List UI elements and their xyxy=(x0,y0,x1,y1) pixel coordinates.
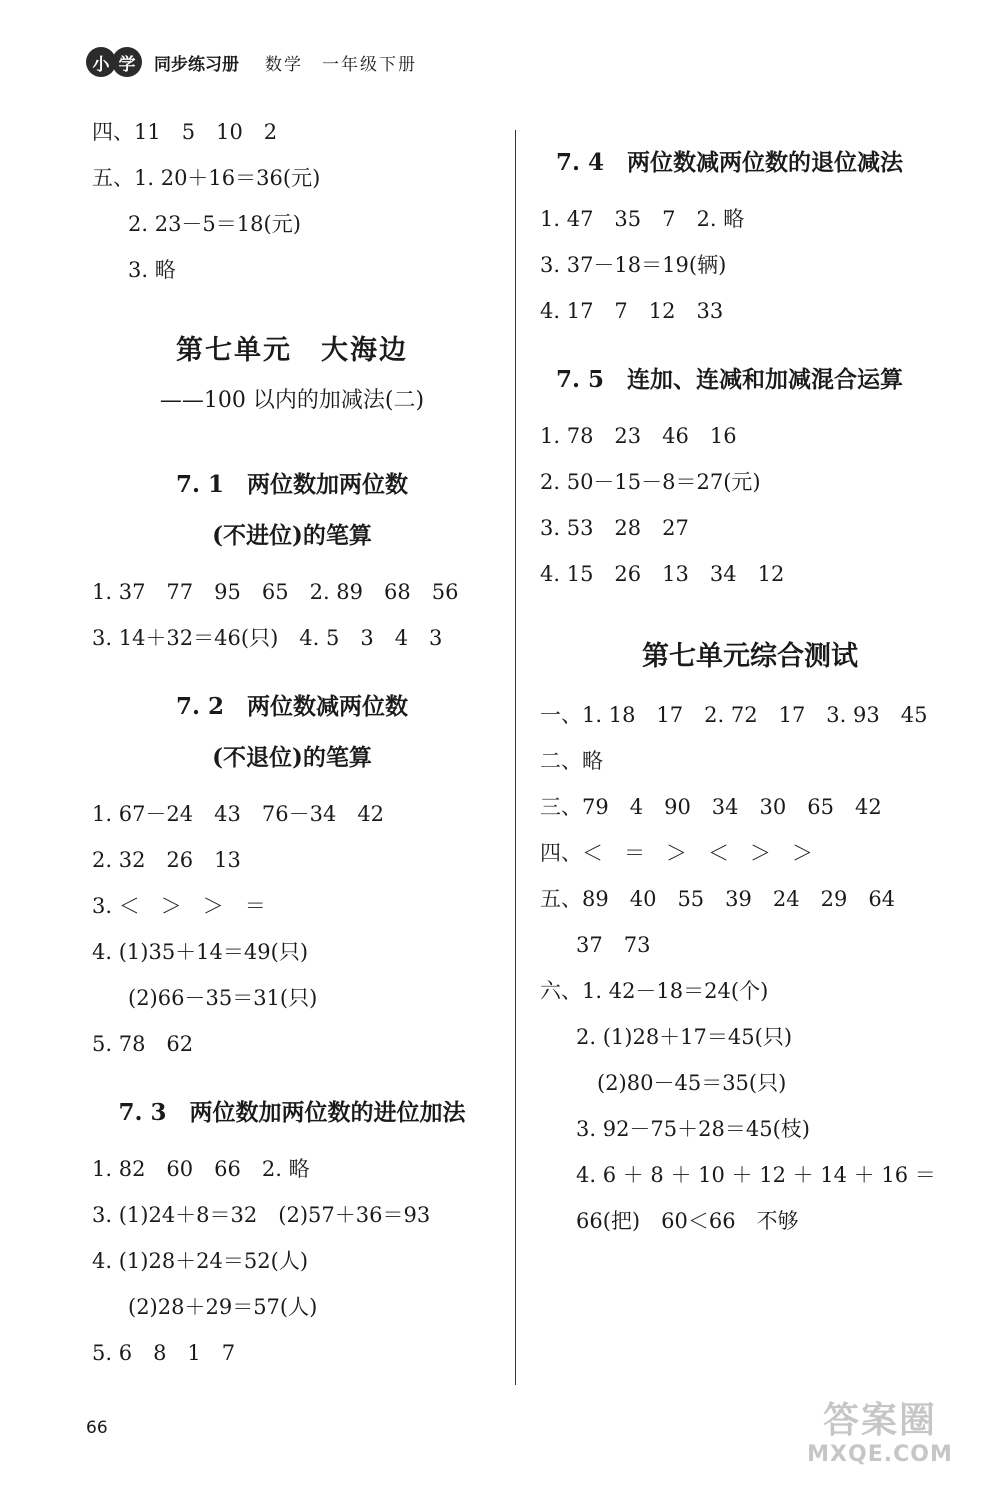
section-heading: 7. 4 两位数减两位数的退位减法 xyxy=(556,149,904,176)
answer-line: 1. 47 35 7 2. 略 xyxy=(540,207,745,231)
answer-line: 3. (1)24＋8＝32 (2)57＋36＝93 xyxy=(92,1203,431,1227)
book-series-title: 同步练习册 xyxy=(154,54,239,75)
answer-line: 一、1. 18 17 2. 72 17 3. 93 45 xyxy=(540,703,928,727)
answer-line: 3. 14＋32＝46(只) 4. 5 3 4 3 xyxy=(92,626,443,650)
answer-line: 3. 92－75＋28＝45(枝) xyxy=(576,1117,810,1141)
answer-line: 4. (1)35＋14＝49(只) xyxy=(92,940,309,964)
answer-line: 四、＜ ＝ ＞ ＜ ＞ ＞ xyxy=(540,841,813,865)
section-heading: (不进位)的笔算 xyxy=(212,522,372,549)
site-watermark xyxy=(775,1400,985,1468)
answer-line: 4. 6 ＋ 8 ＋ 10 ＋ 12 ＋ 14 ＋ 16 ＝ xyxy=(576,1163,936,1187)
answer-line: 六、1. 42－18＝24(个) xyxy=(540,979,769,1003)
answer-line: 3. 略 xyxy=(128,258,176,282)
answer-line: 1. 37 77 95 65 2. 89 68 56 xyxy=(92,580,459,604)
answer-line: 四、11 5 10 2 xyxy=(92,120,278,144)
right-column xyxy=(540,120,960,1233)
answer-line: (2)28＋29＝57(人) xyxy=(128,1295,318,1319)
answer-line: 4. 17 7 12 33 xyxy=(540,299,724,323)
answer-line: (2)66－35＝31(只) xyxy=(128,986,318,1010)
watermark-url: MXQE.COM xyxy=(807,1442,953,1467)
answer-line: (2)80－45＝35(只) xyxy=(576,1071,787,1095)
page-header xyxy=(86,44,417,80)
unit-title: 第七单元 大海边 xyxy=(176,335,408,366)
school-logo xyxy=(86,47,138,77)
answer-line: 37 73 xyxy=(576,933,651,957)
answer-line: 三、79 4 90 34 30 65 42 xyxy=(540,795,882,819)
answer-line: 1. 67－24 43 76－34 42 xyxy=(92,802,385,826)
answer-line: 五、1. 20＋16＝36(元) xyxy=(92,166,321,190)
unit-subtitle: ——100 以内的加减法(二) xyxy=(159,388,425,413)
logo-char: 学 xyxy=(112,47,142,77)
answer-line: 3. 53 28 27 xyxy=(540,516,689,540)
answer-line: 2. 23－5＝18(元) xyxy=(128,212,301,236)
answer-line: 5. 78 62 xyxy=(92,1032,194,1056)
answer-line: 2. 32 26 13 xyxy=(92,848,241,872)
answer-line: 3. 37－18＝19(辆) xyxy=(540,253,727,277)
answer-line: 1. 82 60 66 2. 略 xyxy=(92,1157,310,1181)
watermark-text: 答案圈 xyxy=(822,1400,937,1441)
answer-line: 2. (1)28＋17＝45(只) xyxy=(576,1025,793,1049)
section-heading: 7. 3 两位数加两位数的进位加法 xyxy=(118,1099,466,1126)
subject-grade: 数学 一年级下册 xyxy=(265,54,417,75)
section-heading: (不退位)的笔算 xyxy=(212,744,372,771)
answer-line: 1. 78 23 46 16 xyxy=(540,424,737,448)
section-heading: 7. 1 两位数加两位数 xyxy=(175,471,409,498)
answer-line: 4. (1)28＋24＝52(人) xyxy=(92,1249,309,1273)
answer-line: 五、89 40 55 39 24 29 64 xyxy=(540,887,896,911)
answer-line: 5. 6 8 1 7 xyxy=(92,1341,236,1365)
section-heading: 7. 5 连加、连减和加减混合运算 xyxy=(556,366,904,393)
answer-line: 66(把) 60＜66 不够 xyxy=(576,1209,799,1233)
answer-line: 4. 15 26 13 34 12 xyxy=(540,562,785,586)
answer-line: 3. ＜ ＞ ＞ ＝ xyxy=(92,894,266,918)
answer-line: 2. 50－15－8＝27(元) xyxy=(540,470,761,494)
page-number: 66 xyxy=(86,1418,108,1438)
left-column xyxy=(92,120,492,1365)
column-divider xyxy=(515,130,516,1385)
section-heading: 7. 2 两位数减两位数 xyxy=(175,693,409,720)
test-title: 第七单元综合测试 xyxy=(642,641,858,672)
answer-line: 二、略 xyxy=(540,749,603,773)
logo-char: 小 xyxy=(86,47,116,77)
